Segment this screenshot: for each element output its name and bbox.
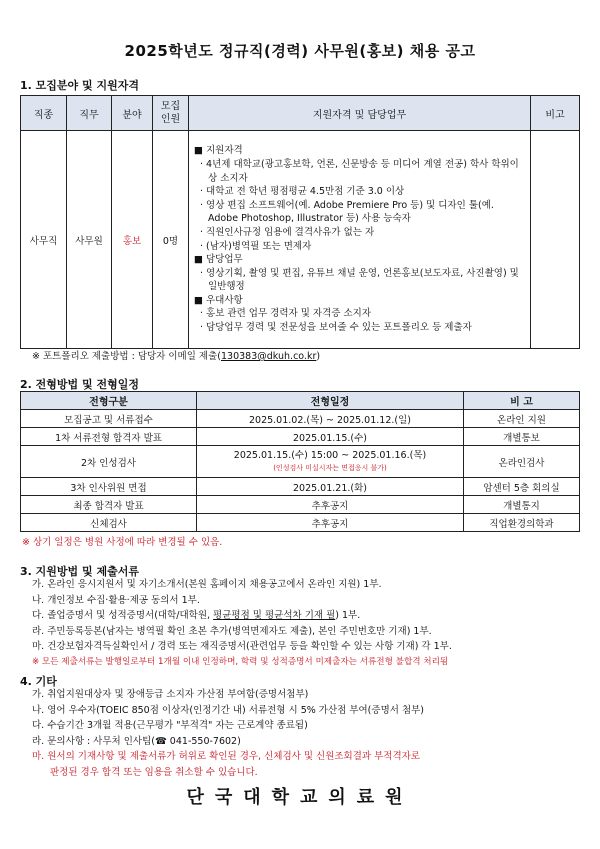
stage-cell: 신체검사 — [21, 514, 197, 532]
cell-type: 사무직 — [21, 131, 67, 349]
table-row — [21, 410, 580, 428]
portfolio-note-prefix: ※ 포트폴리오 제출방법 : 담당자 이메일 제출( — [32, 351, 221, 362]
header-remark: 비 고 — [464, 392, 580, 410]
qual-item: · 영상 편집 소프트웨어(예. Adobe Premiere Pro 등) 및 디자인 툴(예. Adobe Photoshop, Illustrator 등) 사용 능숙자 — [200, 199, 494, 225]
list-item — [32, 608, 452, 624]
table-row — [21, 428, 580, 446]
remark-cell: 직업환경의학과 — [464, 514, 580, 532]
qualifications-cell — [189, 131, 531, 349]
cell-note — [531, 131, 580, 349]
section2-heading: 2. 전형방법 및 전형일정 — [20, 378, 139, 391]
schedule-cell: 추후공지 — [197, 496, 464, 514]
remark-cell: 온라인 지원 — [464, 410, 580, 428]
schedule-cell: 추후공지 — [197, 514, 464, 532]
section3-heading: 3. 지원방법 및 제출서류 — [20, 565, 139, 578]
qual-item: · (남자)병역필 또는 면제자 — [200, 240, 312, 252]
schedule-subnote: (인성검사 미실시자는 면접응시 불가) — [273, 463, 387, 472]
header-note: 비고 — [531, 96, 580, 131]
list-item: 마. 건강보험자격득실확인서 / 경력 또는 재직증명서(관련업무 등을 확인할 수 있는 사항 기재) 각 1부. — [32, 641, 452, 653]
schedule-table — [20, 391, 580, 532]
duty-item: · 영상기획, 촬영 및 편집, 유튜브 채널 운영, 언론홍보(보도자료, 사진촬영) 및 일반행정 — [200, 267, 519, 293]
stage-cell: 2차 인성검사 — [21, 446, 197, 478]
pref-item: · 담당업무 경력 및 전문성을 보여줄 수 있는 포트폴리오 등 제출자 — [200, 322, 472, 334]
portfolio-email-link[interactable]: 130383@dkuh.co.kr — [221, 351, 317, 362]
cell-duty: 사무원 — [67, 131, 112, 349]
remark-cell: 개별통보 — [464, 428, 580, 446]
list-item: 마. 원서의 기재사항 및 제출서류가 허위로 확인된 경우, 신체검사 및 신원조회결과 부적격자로 — [32, 751, 420, 763]
table-row — [21, 446, 580, 478]
header-type: 직종 — [21, 96, 67, 131]
item-underline: 평균평점 및 평균석차 기재 필 — [213, 610, 336, 622]
qual-title: ■ 지원자격 — [194, 145, 243, 157]
header-field: 분야 — [112, 96, 153, 131]
header-qualifications: 지원자격 및 담당업무 — [189, 96, 531, 131]
list-item: 나. 영어 우수자(TOEIC 850점 이상자(인정기간 내) 서류전형 시 5% 가산점 부여(증명서 첨부) — [32, 704, 425, 716]
remark-cell: 개별통지 — [464, 496, 580, 514]
page-title: 2025학년도 정규직(경력) 사무원(홍보) 채용 공고 — [124, 42, 476, 60]
duty-title: ■ 담당업무 — [194, 254, 243, 266]
header-stage: 전형구분 — [21, 392, 197, 410]
stage-cell: 모집공고 및 서류접수 — [21, 410, 197, 428]
recruitment-table — [20, 95, 580, 349]
stage-cell: 1차 서류전형 합격자 발표 — [21, 428, 197, 446]
pref-item: · 홍보 관련 업무 경력자 및 자격증 소지자 — [200, 308, 371, 320]
section4-heading: 4. 기타 — [20, 675, 57, 688]
remark-cell: 암센터 5층 회의실 — [464, 478, 580, 496]
list-item: 라. 주민등록등본(남자는 병역필 확인 초본 추가(병역면제자도 제출), 본인 주민번호만 기재) 1부. — [32, 625, 432, 637]
institution-name: 단국대학교의료원 — [186, 787, 414, 808]
schedule-footnote: ※ 상기 일정은 병원 사정에 따라 변경될 수 있음. — [22, 537, 223, 548]
other-list — [32, 687, 424, 781]
list-item: 나. 개인정보 수집·활용·제공 동의서 1부. — [32, 594, 200, 606]
header-schedule: 전형일정 — [197, 392, 464, 410]
schedule-cell: 2025.01.02.(목) ~ 2025.01.12.(일) — [197, 410, 464, 428]
qual-item: · 직원인사규정 임용에 결격사유가 없는 자 — [200, 226, 375, 238]
portfolio-note — [32, 348, 320, 362]
stage-cell: 최종 합격자 발표 — [21, 496, 197, 514]
schedule-text: 2025.01.15.(수) 15:00 ~ 2025.01.16.(목) — [233, 449, 427, 461]
list-item: 가. 온라인 응시지원서 및 자기소개서(본원 홈페이지 채용공고에서 온라인 지원) 1부. — [32, 579, 382, 590]
header-count: 모집 인원 — [153, 96, 189, 131]
cell-count: 0명 — [153, 131, 189, 349]
header-duty: 직무 — [67, 96, 112, 131]
item-text: 다. 졸업증명서 및 성적증명서(대학/대학원, — [32, 610, 214, 622]
stage-cell: 3차 인사위원 면접 — [21, 478, 197, 496]
item-suffix: ) 1부. — [335, 610, 361, 622]
section1-heading: 1. 모집분야 및 지원자격 — [20, 79, 139, 92]
qual-item: · 4년제 대학교(광고홍보학, 언론, 신문방송 등 미디어 계열 전공) 학사 학위이상 소지자 — [200, 158, 519, 184]
qual-item: · 대학교 전 학년 평점평균 4.5만점 기준 3.0 이상 — [200, 186, 405, 198]
documents-list — [32, 577, 452, 671]
documents-warning: ※ 모든 제출서류는 발행일로부터 1개월 이내 인정하며, 학력 및 성적증명서 미제출자는 서류전형 불합격 처리됨 — [32, 656, 449, 667]
table-row — [21, 514, 580, 532]
list-item: 다. 수습기간 3개월 적용(근무평가 "부적격" 자는 근로계약 종료됨) — [32, 720, 308, 732]
pref-title: ■ 우대사항 — [194, 294, 243, 306]
schedule-cell — [197, 446, 464, 478]
list-item: 가. 취업지원대상자 및 장애등급 소지자 가산점 부여함(증명서첨부) — [32, 689, 309, 700]
remark-cell: 온라인검사 — [464, 446, 580, 478]
table-row — [21, 496, 580, 514]
schedule-cell: 2025.01.15.(수) — [197, 428, 464, 446]
table-row — [21, 478, 580, 496]
list-item: 판정된 경우 합격 또는 임용을 취소할 수 있습니다. — [50, 766, 258, 778]
list-item: 라. 문의사항 : 사무처 인사팀(☎ 041-550-7602) — [32, 735, 241, 747]
portfolio-note-suffix: ) — [316, 351, 321, 362]
cell-field: 홍보 — [112, 131, 153, 349]
schedule-cell: 2025.01.21.(화) — [197, 478, 464, 496]
